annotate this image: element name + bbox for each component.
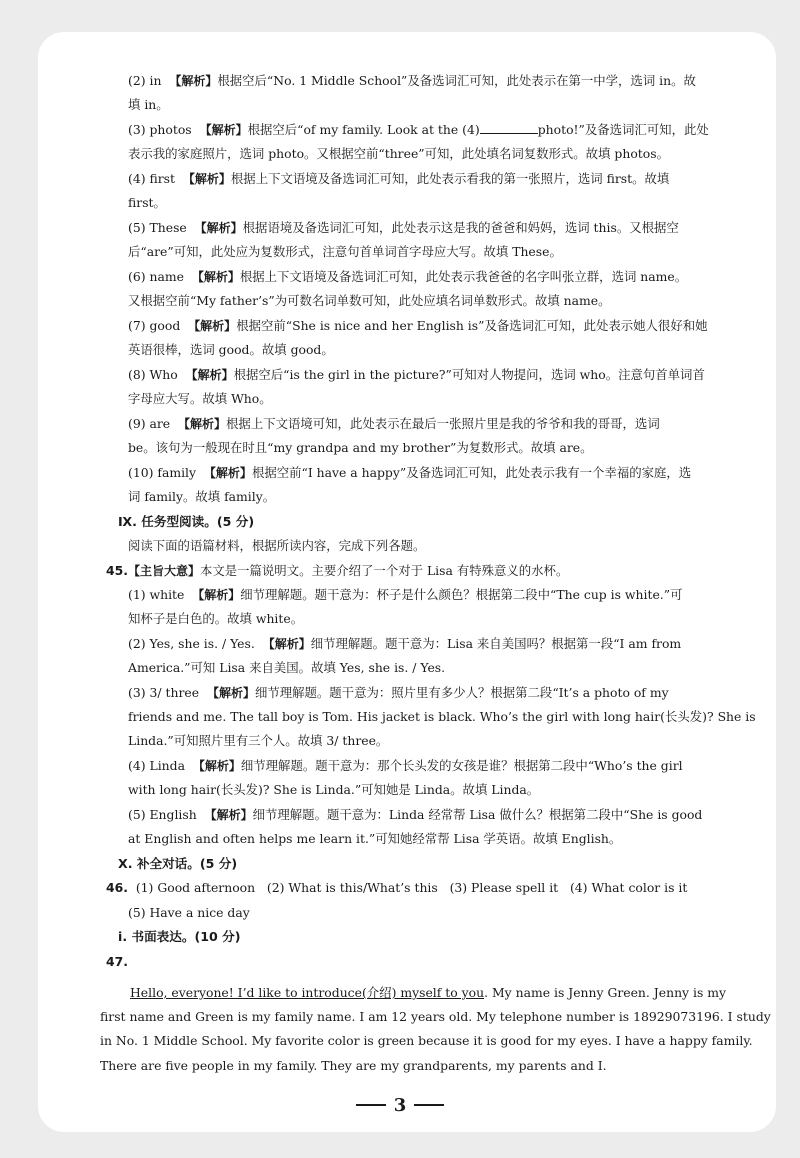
answer-item: (4) first 【解析】根据上下文语境及备选词汇可知，此处表示看我的第一张照片，选词 first。故填 — [128, 171, 670, 186]
section-heading: Ⅸ. 任务型阅读。(5 分) — [118, 514, 255, 529]
section-heading: ⅰ. 书面表达。(10 分) — [118, 929, 241, 944]
answer-continuation: friends and me. The tall boy is Tom. His jacket is black. Who’s the girl with long hair(长头发)? She is — [128, 709, 756, 724]
answer-item: (7) good 【解析】根据空前“She is nice and her English is”及备选词汇可知，此处表示她人很好和她 — [128, 318, 708, 333]
answer-continuation: 字母应大写。故填 Who。 — [128, 391, 272, 406]
answer-item: (3) photos 【解析】根据空后“of my family. Look at the (4) photo!”及备选词汇可知，此处 — [128, 122, 709, 137]
answer-continuation: 知杯子是白色的。故填 white。 — [128, 611, 304, 626]
answer-continuation: at English and often helps me learn it.”可知她经常帮 Lisa 学英语。故填 English。 — [128, 831, 622, 846]
section-instruction: 阅读下面的语篇材料，根据所读内容，完成下列各题。 — [128, 538, 426, 553]
answer-continuation: (5) Have a nice day — [128, 905, 250, 920]
essay-line: There are five people in my family. They are my grandparents, my parents and I. — [100, 1058, 607, 1073]
answer-item: (3) 3/ three 【解析】细节理解题。题干意为：照片里有多少人？根据第二段“It’s a photo of my — [128, 685, 669, 700]
essay-line: first name and Green is my family name. I am 12 years old. My telephone number is 18929073196. I study — [100, 1009, 771, 1024]
page-number: 3 — [393, 1094, 407, 1116]
question-45-summary: 45.【主旨大意】本文是一篇说明文。主要介绍了一个对于 Lisa 有特殊意义的水杯。 — [106, 563, 569, 578]
answer-continuation: 词 family。故填 family。 — [128, 489, 276, 504]
answer-continuation: 填 in。 — [128, 97, 169, 112]
page-sheet — [38, 32, 776, 1132]
answer-item: (6) name 【解析】根据上下文语境及备选词汇可知，此处表示我爸爸的名字叫张立群，选词 name。 — [128, 269, 688, 284]
footer-dash-right — [414, 1104, 444, 1106]
answer-item: (4) Linda 【解析】细节理解题。题干意为：那个长头发的女孩是谁？根据第二段中“Who’s the girl — [128, 758, 683, 773]
answer-continuation: be。该句为一般现在时且“my grandpa and my brother”为复数形式。故填 are。 — [128, 440, 593, 455]
answer-continuation: with long hair(长头发)? She is Linda.”可知她是 Linda。故填 Linda。 — [128, 782, 540, 797]
answer-item: (2) in 【解析】根据空后“No. 1 Middle School”及备选词汇可知，此处表示在第一中学，选词 in。故 — [128, 73, 696, 88]
answer-continuation: Linda.”可知照片里有三个人。故填 3/ three。 — [128, 733, 389, 748]
answer-continuation: 表示我的家庭照片，选词 photo。又根据空前“three”可知，此处填名词复数形式。故填 photos。 — [128, 146, 669, 161]
answer-continuation: first。 — [128, 195, 166, 210]
essay-line: Hello, everyone! I’d like to introduce(介绍) myself to you. My name is Jenny Green. Jenny is my — [130, 985, 726, 1000]
page-footer — [0, 1094, 800, 1116]
fill-blank — [480, 122, 538, 134]
answer-continuation: 后“are”可知，此处应为复数形式，注意句首单词首字母应大写。故填 These。 — [128, 244, 562, 259]
section-heading: Ⅹ. 补全对话。(5 分) — [118, 856, 238, 871]
answer-item: (5) English 【解析】细节理解题。题干意为：Linda 经常帮 Lisa 做什么？根据第二段中“She is good — [128, 807, 703, 822]
essay-line: in No. 1 Middle School. My favorite color is green because it is good for my eyes. I have a happy family. — [100, 1033, 753, 1048]
answer-continuation: America.”可知 Lisa 来自美国。故填 Yes, she is. / Yes. — [128, 660, 446, 675]
footer-dash-left — [356, 1104, 386, 1106]
answer-item: (10) family 【解析】根据空前“I have a happy”及备选词汇可知，此处表示我有一个幸福的家庭，选 — [128, 465, 692, 480]
answer-item: (8) Who 【解析】根据空后“is the girl in the picture?”可知对人物提问，选词 who。注意句首单词首 — [128, 367, 705, 382]
answer-continuation: 英语很棒，选词 good。故填 good。 — [128, 342, 334, 357]
answer-item: (9) are 【解析】根据上下文语境可知，此处表示在最后一张照片里是我的爷爷和我的哥哥，选词 — [128, 416, 660, 431]
answer-item: (1) white 【解析】细节理解题。题干意为：杯子是什么颜色？根据第二段中“The cup is white.”可 — [128, 587, 683, 602]
question-46-answers: 46. (1) Good afternoon (2) What is this/What’s this (3) Please spell it (4) What color is it — [106, 880, 688, 895]
answer-item: (5) These 【解析】根据语境及备选词汇可知，此处表示这是我的爸爸和妈妈，选词 this。又根据空 — [128, 220, 679, 235]
essay-underlined-phrase: Hello, everyone! I’d like to introduce(介绍) myself to you — [130, 985, 485, 1000]
answer-continuation: 又根据空前“My father’s”为可数名词单数可知，此处应填名词单数形式。故填 name。 — [128, 293, 611, 308]
answer-item: (2) Yes, she is. / Yes. 【解析】细节理解题。题干意为：Lisa 来自美国吗？根据第一段“I am from — [128, 636, 682, 651]
question-47-number: 47. — [106, 954, 128, 969]
